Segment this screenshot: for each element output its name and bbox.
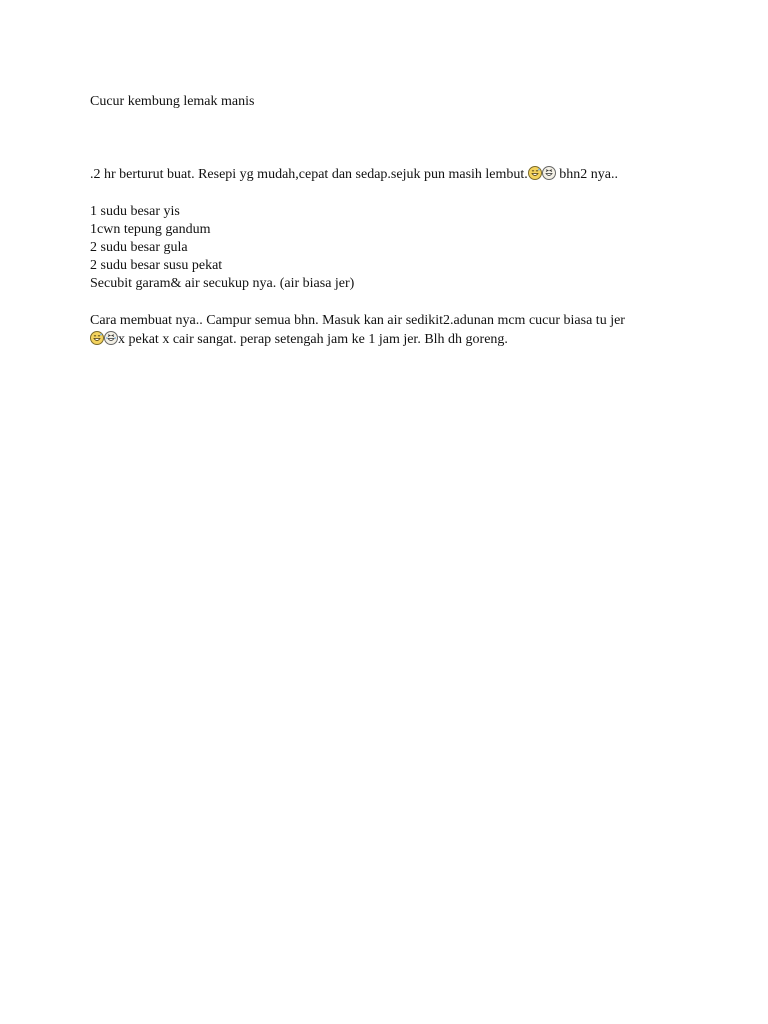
ingredient-item: 1 sudu besar yis bbox=[90, 204, 180, 219]
laughing-tears-face-icon bbox=[104, 331, 118, 345]
method-line-1: Cara membuat nya.. Campur semua bhn. Masuk kan air sedikit2.adunan mcm cucur biasa tu jer bbox=[90, 313, 625, 328]
ingredient-item: 1cwn tepung gandum bbox=[90, 222, 211, 237]
method-line-2 bbox=[90, 330, 680, 349]
intro-text-end: bhn2 nya.. bbox=[555, 167, 619, 182]
ingredient-list bbox=[90, 203, 354, 293]
grinning-sweat-face-icon bbox=[528, 166, 542, 180]
method-paragraph bbox=[90, 311, 680, 349]
ingredient-item: 2 sudu besar gula bbox=[90, 240, 188, 255]
grinning-sweat-face-icon bbox=[90, 331, 104, 345]
intro-text: .2 hr berturut buat. Resepi yg mudah,cepat dan sedap.sejuk pun masih lembut. bbox=[90, 167, 528, 182]
laughing-face-icon bbox=[542, 166, 556, 180]
document-title: Cucur kembung lemak manis bbox=[90, 94, 255, 109]
ingredient-item: 2 sudu besar susu pekat bbox=[90, 258, 223, 273]
intro-paragraph bbox=[90, 166, 618, 184]
method-line-2-text: x pekat x cair sangat. perap setengah jam ke 1 jam jer. Blh dh goreng. bbox=[118, 332, 508, 347]
ingredient-item: Secubit garam& air secukup nya. (air biasa jer) bbox=[90, 276, 355, 291]
